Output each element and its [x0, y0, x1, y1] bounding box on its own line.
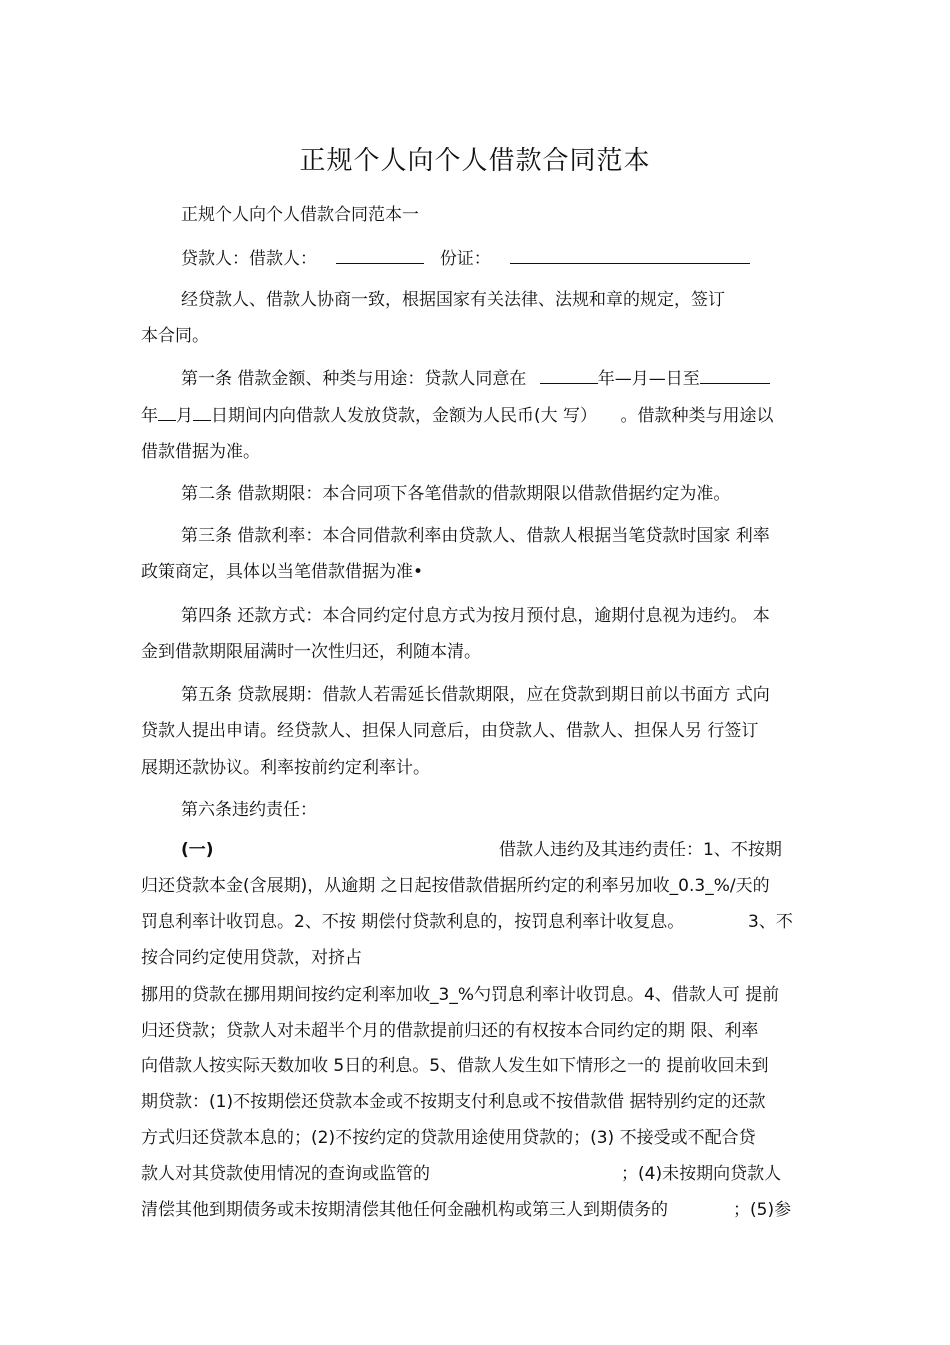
document-subtitle: 正规个人向个人借款合同范本一	[181, 205, 419, 225]
id-label: 份证：	[439, 249, 491, 269]
article-6-heading: 第六条违约责任：	[181, 800, 317, 820]
end-month-blank	[158, 406, 176, 421]
preamble-line-1: 经贷款人、借款人协商一致，根据国家有关法律、法规和章的规定，签订	[181, 290, 725, 310]
article-1-line-1	[181, 367, 770, 391]
preamble-line-2: 本合同。	[141, 326, 209, 346]
article-1-line-3: 借款借据为准。	[141, 442, 260, 462]
article-1-text-f: 。借款种类与用途以	[620, 406, 774, 426]
article-1-text-b: 年—月—日至	[597, 369, 700, 389]
article-1-text-a: 第一条 借款金额、种类与用途：贷款人同意在	[181, 369, 527, 389]
end-day-blank	[193, 406, 211, 421]
article-4-line-2: 金到借款期限届满时一次性归还，利随本清。	[141, 642, 481, 662]
article-6-line-10b: ；(4)未按期向贷款人	[621, 1164, 782, 1184]
parties-label: 贷款人：借款人：	[181, 249, 317, 269]
article-6-line-5: 挪用的贷款在挪用期间按约定利率加收_3_%勺罚息利率计收罚息。4、借款人可 提前	[141, 985, 780, 1005]
article-6-line-1: 借款人违约及其违约责任：1、不按期	[499, 840, 782, 860]
article-6-line-4: 按合同约定使用贷款，对挤占	[141, 948, 362, 968]
article-6-line-6: 归还贷款；贷款人对未超半个月的借款提前归还的有权按本合同约定的期 限、利率	[141, 1021, 759, 1041]
article-6-line-2: 归还贷款本金(含展期)，从逾期 之日起按借款借据所约定的利率另加收_0.3_%/天的	[141, 876, 770, 896]
parties-line	[181, 247, 750, 271]
article-6-line-11a: 清偿其他到期债务或未按期清偿其他任何金融机构或第三人到期债务的	[141, 1200, 668, 1220]
article-5-line-1: 第五条 贷款展期：借款人若需延长借款期限，应在贷款到期日前以书面方 式向	[181, 685, 770, 705]
article-6-line-3b: 3、不	[748, 912, 793, 932]
article-6-item-number: (一)	[181, 840, 214, 860]
article-3-line-2: 政策商定，具体以当笔借款借据为准•	[141, 562, 424, 582]
article-2: 第二条 借款期限：本合同项下各笔借款的借款期限以借款借据约定为准。	[181, 484, 731, 504]
article-5-line-2: 贷款人提出申请。经贷款人、担保人同意后，由贷款人、借款人、担保人另 行签订	[141, 721, 759, 741]
article-6-line-9: 方式归还贷款本息的；(2)不按约定的贷款用途使用贷款的；(3) 不接受或不配合贷	[141, 1128, 756, 1148]
article-6-line-3a: 罚息利率计收罚息。2、不按 期偿付贷款利息的，按罚息利率计收复息。	[141, 912, 685, 932]
article-6-line-8: 期贷款：(1)不按期偿还贷款本金或不按期支付利息或不按借款借 据特别约定的还款	[141, 1092, 766, 1112]
article-3-line-1: 第三条 借款利率：本合同借款利率由贷款人、借款人根据当笔贷款时国家 利率	[181, 526, 770, 546]
start-year-blank	[540, 369, 598, 384]
article-6-line-10a: 款人对其贷款使用情况的查询或监管的	[141, 1164, 430, 1184]
article-6-line-11b: ；(5)参	[733, 1200, 792, 1220]
article-1-line-2	[141, 404, 773, 428]
article-4-line-1: 第四条 还款方式：本合同约定付息方式为按月预付息，逾期付息视为违约。 本	[181, 606, 770, 626]
article-1-text-d: 月	[176, 406, 193, 426]
article-5-line-3: 展期还款协议。利率按前约定利率计。	[141, 758, 430, 778]
article-6-line-7: 向借款人按实际天数加收 5日的利息。5、借款人发生如下情形之一的 提前收回未到	[141, 1056, 769, 1076]
end-year-blank	[700, 369, 770, 384]
lender-blank	[336, 249, 424, 264]
id-blank	[510, 249, 750, 264]
article-1-text-c: 年	[141, 406, 158, 426]
article-1-text-e: 日期间内向借款人发放贷款，金额为人民币(大 写）	[211, 406, 598, 426]
document-title: 正规个人向个人借款合同范本	[299, 146, 651, 176]
